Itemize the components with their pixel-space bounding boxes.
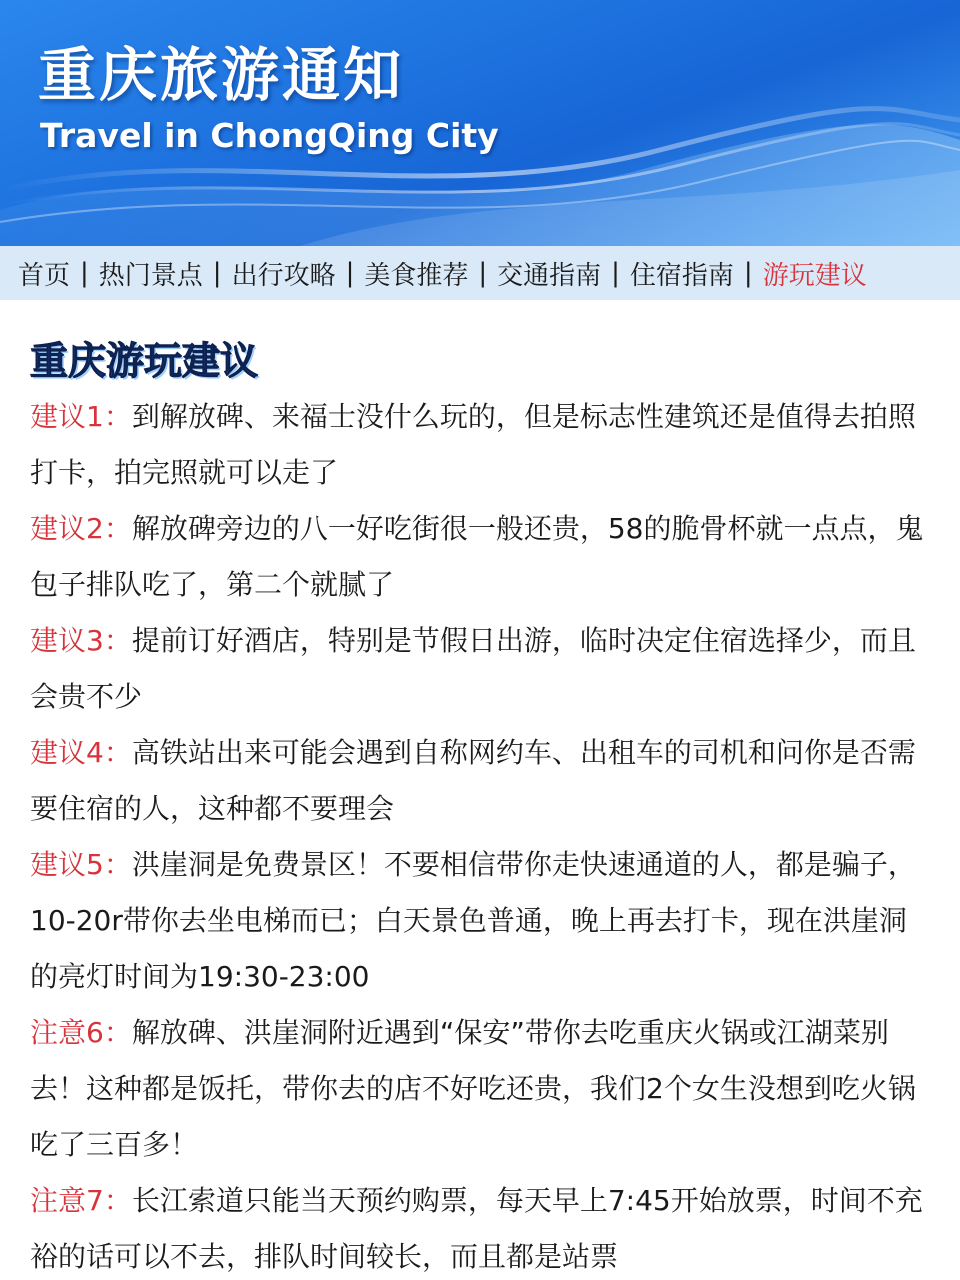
tip-label: 建议2： <box>30 512 132 545</box>
tip-text: 洪崖洞是免费景区！不要相信带你走快速通道的人，都是骗子，10-20r带你去坐电梯而已；白天景色普通，晚上再去打卡，现在洪崖洞的亮灯时间为19:30-23:00 <box>30 848 916 993</box>
nav-item-transport[interactable]: 交通指南 <box>497 260 602 291</box>
tip-label: 注意7： <box>30 1184 132 1217</box>
tip-label: 建议4： <box>30 736 132 769</box>
banner-subtitle: Travel in ChongQing City <box>40 116 499 155</box>
tip-item <box>30 837 930 1005</box>
tip-label: 建议1： <box>30 400 132 433</box>
tip-text: 解放碑旁边的八一好吃街很一般还贵，58的脆骨杯就一点点，鬼包子排队吃了，第二个就腻了 <box>30 512 924 601</box>
nav-separator: | <box>212 258 222 288</box>
banner-title: 重庆旅游通知 <box>38 41 405 109</box>
tip-text: 解放碑、洪崖洞附近遇到“保安”带你去吃重庆火锅或江湖菜别去！这种都是饭托，带你去的店不好吃还贵，我们2个女生没想到吃火锅吃了三百多！ <box>30 1016 916 1161</box>
tip-item <box>30 1005 930 1173</box>
tip-text: 到解放碑、来福士没什么玩的，但是标志性建筑还是值得去拍照打卡，拍完照就可以走了 <box>30 400 916 489</box>
tip-item <box>30 613 930 725</box>
nav-separator: | <box>345 258 355 288</box>
tip-item <box>30 389 930 501</box>
tip-text: 提前订好酒店，特别是节假日出游，临时决定住宿选择少，而且会贵不少 <box>30 624 916 713</box>
tip-text: 高铁站出来可能会遇到自称网约车、出租车的司机和问你是否需要住宿的人，这种都不要理会 <box>30 736 916 825</box>
nav-item-food[interactable]: 美食推荐 <box>364 260 469 291</box>
tip-label: 建议5： <box>30 848 132 881</box>
tip-label: 建议3： <box>30 624 132 657</box>
nav-separator: | <box>611 258 620 288</box>
tip-item <box>30 1173 930 1280</box>
section-title: 重庆游玩建议 <box>30 339 259 383</box>
main-content <box>0 300 960 1280</box>
nav-item-lodging[interactable]: 住宿指南 <box>629 260 734 291</box>
header-banner <box>0 0 960 246</box>
tip-label: 注意6： <box>30 1016 132 1049</box>
nav-item-travel-guide[interactable]: 出行攻略 <box>231 260 336 291</box>
tip-text: 长江索道只能当天预约购票，每天早上7:45开始放票，时间不充裕的话可以不去，排队时间较长，而且都是站票 <box>30 1184 923 1273</box>
nav-separator: | <box>80 258 89 288</box>
nav-item-suggestions[interactable]: 游玩建议 <box>762 260 867 291</box>
nav-item-attractions[interactable]: 热门景点 <box>98 260 203 291</box>
nav-item-home[interactable]: 首页 <box>18 260 71 291</box>
nav-separator: | <box>743 258 753 288</box>
nav-separator: | <box>478 258 488 288</box>
tip-item <box>30 725 930 837</box>
tip-item <box>30 501 930 613</box>
nav-bar <box>0 246 960 300</box>
